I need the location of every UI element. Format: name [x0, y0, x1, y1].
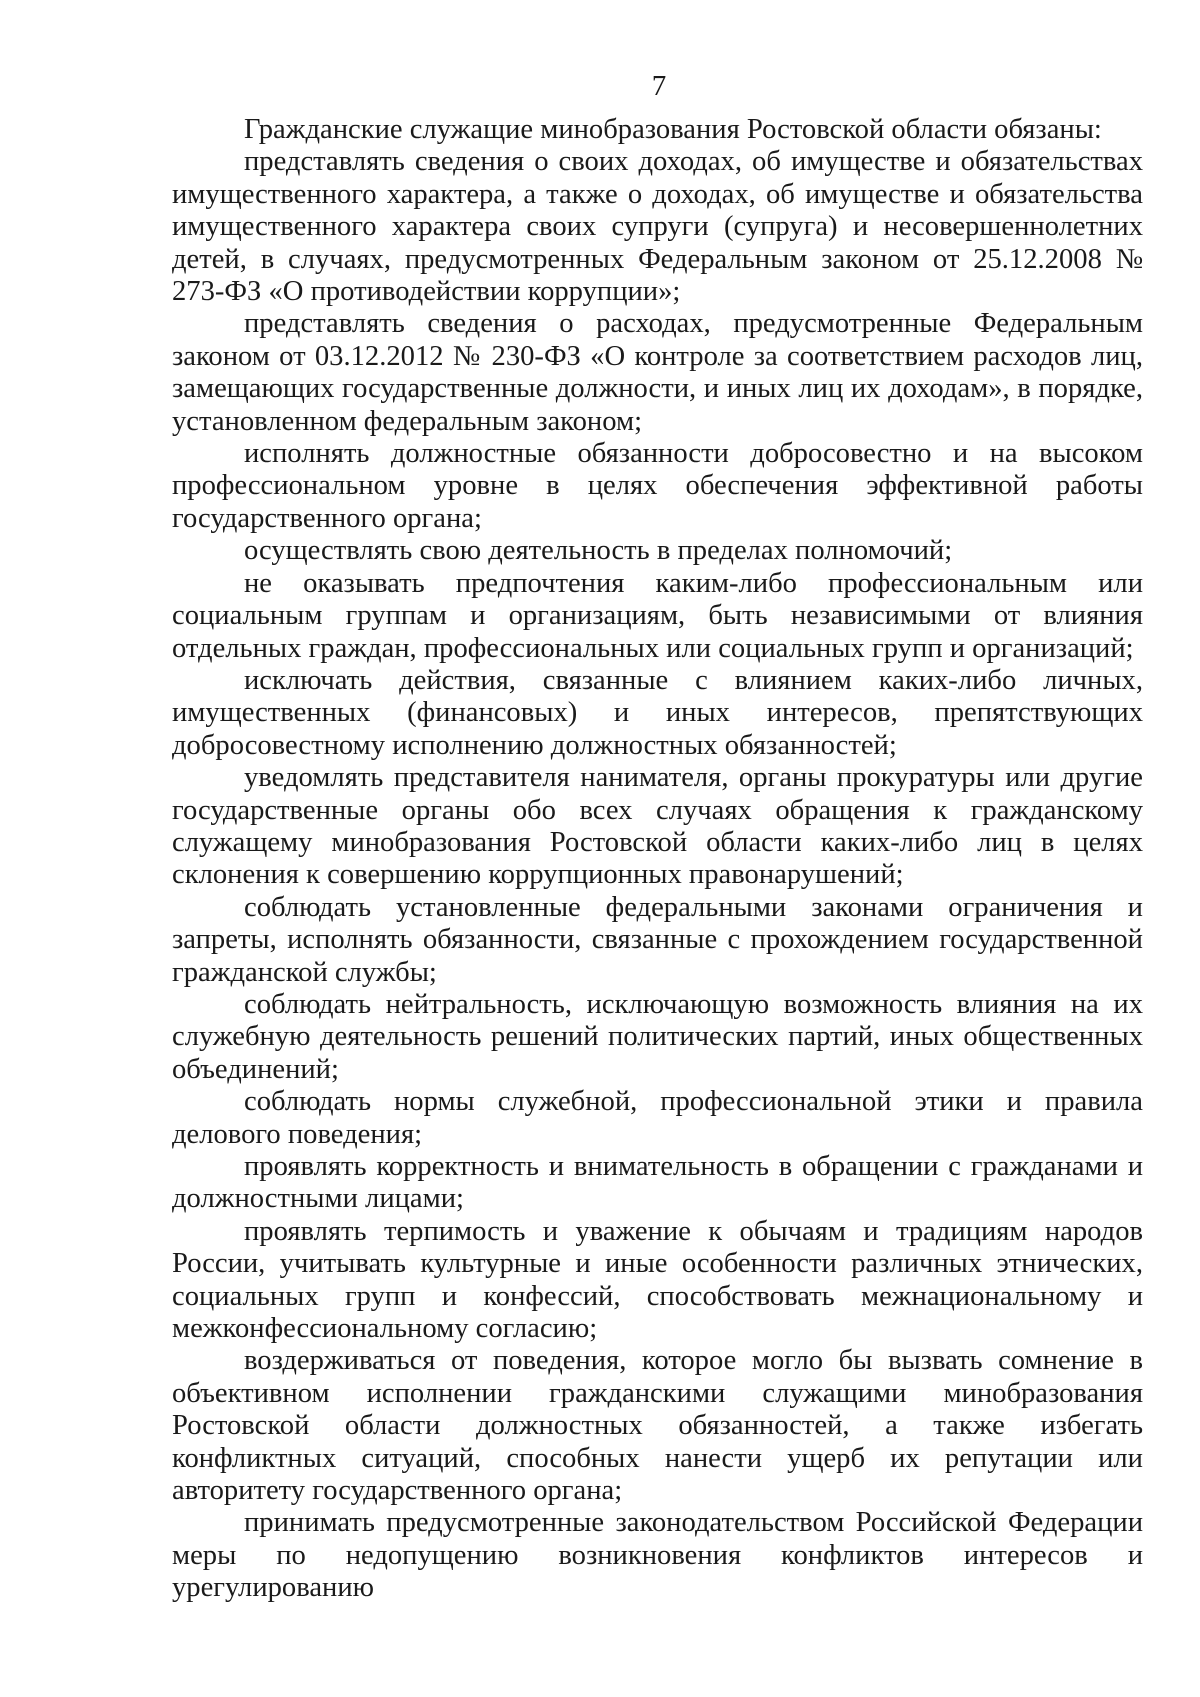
paragraph-intro: Гражданские служащие минобразования Ростовской области обязаны: — [244, 114, 1102, 145]
paragraph-tolerance: проявлять терпимость и уважение к обычаям и традициям народов России, учитывать культурные и иные особенности различных этнических, социальных групп и конфессий, способствовать межнациональному и межконфессиональному согласию; — [172, 1215, 1143, 1345]
paragraph-notify: уведомлять представителя нанимателя, органы прокуратуры или другие государственные органы обо всех случаях обращения к гражданскому служащему минобразования Ростовской области каких-либо лиц в целях склонения к совершению коррупционных правонарушений; — [172, 762, 1143, 891]
paragraph-expenses-info: представлять сведения о расходах, предусмотренные Федеральным законом от 03.12.2012 № 230-ФЗ «О контроле за соответствием расходов лиц, замещающих государственные должности, и иных лиц их доходам», в порядке, установленном федеральным законом; — [172, 308, 1143, 437]
page-number: 7 — [651, 70, 667, 102]
paragraph-duties: исполнять должностные обязанности добросовестно и на высоком профессиональном уровне в целях обеспечения эффективной работы государственного органа; — [172, 438, 1143, 534]
paragraph-ethics: соблюдать нормы служебной, профессиональной этики и правила делового поведения; — [172, 1086, 1143, 1150]
paragraph-conduct: воздерживаться от поведения, которое могло бы вызвать сомнение в объективном исполнении гражданскими служащими минобразования Ростовской области должностных обязанностей, а также избегать конфликтных ситуаций, способных нанести ущерб их репутации или авторитету государственного органа; — [172, 1345, 1143, 1507]
paragraph-restrictions: соблюдать установленные федеральными законами ограничения и запреты, исполнять обязанности, связанные с прохождением государственной гражданской службы; — [172, 891, 1143, 988]
paragraph-neutrality: соблюдать нейтральность, исключающую возможность влияния на их служебную деятельность решений политических партий, иных общественных объединений; — [172, 988, 1143, 1085]
document-body — [172, 114, 1143, 1605]
paragraph-conflict-measures: принимать предусмотренные законодательством Российской Федерации меры по недопущению возникновения конфликтов интересов и урегулированию — [172, 1507, 1143, 1604]
paragraph-exclude-interests: исключать действия, связанные с влиянием каких-либо личных, имущественных (финансовых) и иных интересов, препятствующих добросовестному исполнению должностных обязанностей; — [172, 664, 1143, 761]
paragraph-income-info: представлять сведения о своих доходах, об имуществе и обязательствах имущественного характера, а также о доходах, об имуществе и обязательства имущественного характера своих супруги (супруга) и несовершеннолетних детей, в случаях, предусмотренных Федеральным законом от 25.12.2008 № 273-ФЗ «О противодействии коррупции»; — [172, 146, 1143, 308]
paragraph-authority: осуществлять свою деятельность в пределах полномочий; — [244, 535, 953, 567]
paragraph-no-preference: не оказывать предпочтения каким-либо профессиональным или социальным группам и организациям, быть независимыми от влияния отдельных граждан, профессиональных или социальных групп и организаций; — [172, 567, 1143, 664]
paragraph-correctness: проявлять корректность и внимательность в обращении с гражданами и должностными лицами; — [172, 1151, 1143, 1215]
